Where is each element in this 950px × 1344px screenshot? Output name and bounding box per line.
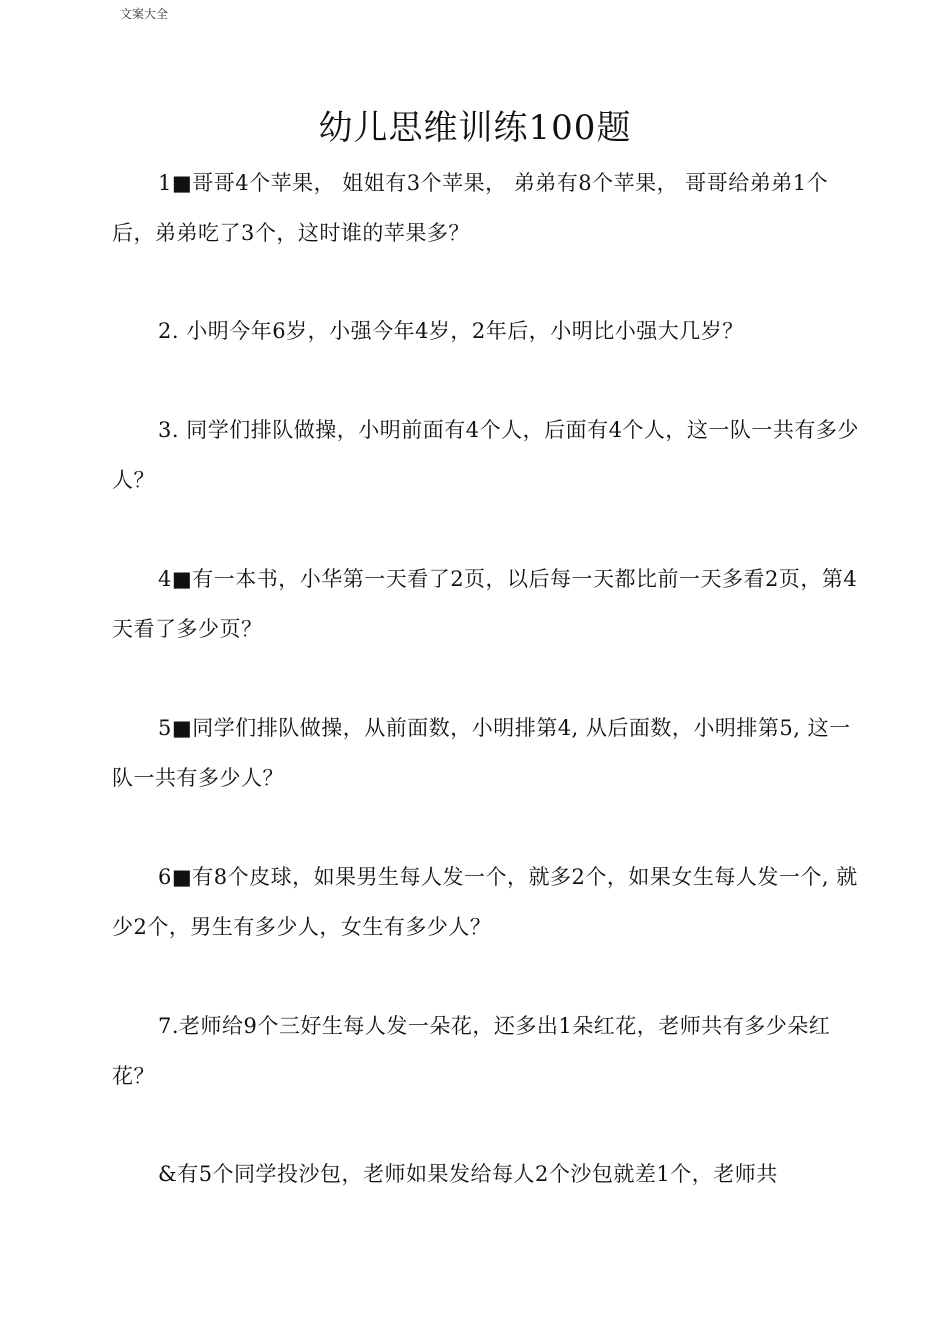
question-4: 4■有一本书，小华第一天看了2页，以后每一天都比前一天多看2页，第4天看了多少页？: [112, 567, 858, 641]
question-1: 1■哥哥4个苹果， 姐姐有3个苹果， 弟弟有8个苹果， 哥哥给弟弟1个后，弟弟吃了3个，这时谁的苹果多？: [112, 171, 829, 245]
header-tag: 文案大全: [120, 7, 169, 21]
question-3: 3. 同学们排队做操，小明前面有4个人，后面有4个人，这一队一共有多少人？: [112, 418, 859, 492]
question-7: 7.老师给9个三好生每人发一朵花，还多出1朵红花，老师共有多少朵红花？: [112, 1014, 831, 1088]
question-6: 6■有8个皮球，如果男生每人发一个，就多2个，如果女生每人发一个, 就少2个，男生有多少人，女生有多少人？: [112, 865, 858, 939]
question-5: 5■同学们排队做操，从前面数，小明排第4, 从后面数，小明排第5, 这一队一共有多少人？: [112, 716, 851, 790]
document-title: 幼儿思维训练100题: [318, 108, 632, 148]
question-2: 2. 小明今年6岁，小强今年4岁，2年后，小明比小强大几岁？: [158, 319, 744, 343]
question-8: &有5个同学投沙包，老师如果发给每人2个沙包就差1个，老师共: [158, 1162, 778, 1186]
